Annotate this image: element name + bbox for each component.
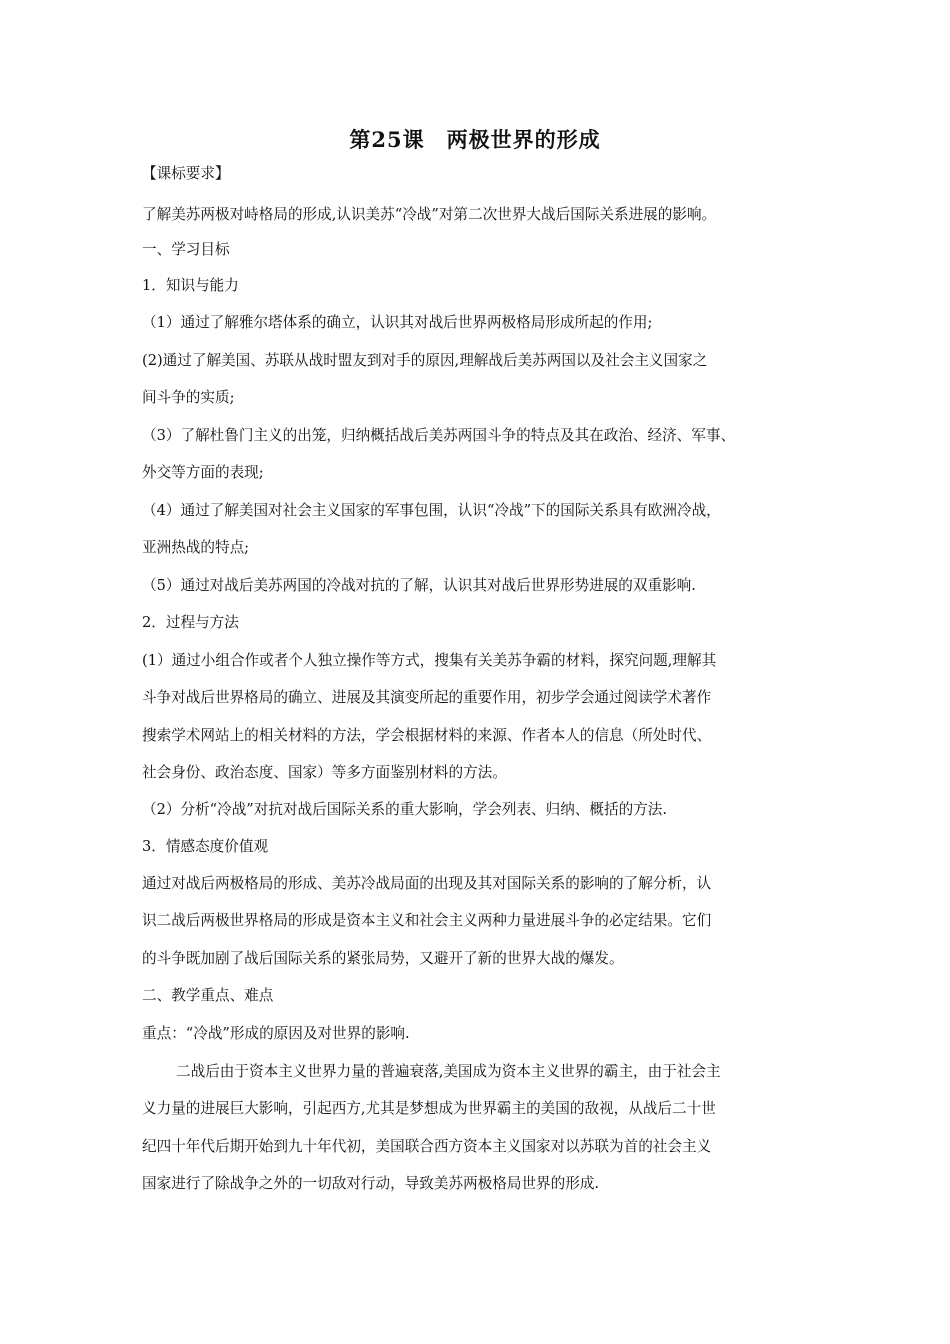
keypoint-paragraph-cont: 国家进行了除战争之外的一切敌对行动，导致美苏两极格局世界的形成. xyxy=(142,1175,600,1192)
subheading-process: 2．过程与方法 xyxy=(142,614,239,631)
keypoint-heading: 重点：“冷战”形成的原因及对世界的影响. xyxy=(142,1025,410,1042)
values-text: 的斗争既加剧了战后国际关系的紧张局势，又避开了新的世界大战的爆发。 xyxy=(142,950,624,967)
process-item: (1）通过小组合作或者个人独立操作等方式，搜集有关美苏争霸的材料，探究问题,理解其 xyxy=(142,652,717,669)
objective-item-cont: 外交等方面的表现; xyxy=(142,464,264,481)
subheading-knowledge: 1．知识与能力 xyxy=(142,277,239,294)
curriculum-text: 了解美苏两极对峙格局的形成,认识美苏“冷战”对第二次世界大战后国际关系进展的影响。 xyxy=(142,206,717,223)
objective-item: （5）通过对战后美苏两国的冷战对抗的了解，认识其对战后世界形势进展的双重影响. xyxy=(142,577,696,594)
keypoint-paragraph-cont: 纪四十年代后期开始到九十年代初，美国联合西方资本主义国家对以苏联为首的社会主义 xyxy=(142,1138,712,1155)
section-heading-keypoints: 二、教学重点、难点 xyxy=(142,987,274,1004)
lesson-title: 第25课 两极世界的形成 xyxy=(349,127,601,152)
objective-item: （1）通过了解雅尔塔体系的确立，认识其对战后世界两极格局形成所起的作用; xyxy=(142,314,653,331)
objective-item-cont: 亚洲热战的特点; xyxy=(142,539,250,556)
section-heading-objectives: 一、学习目标 xyxy=(142,241,230,258)
process-item-cont: 社会身份、政治态度、国家）等多方面鉴别材料的方法。 xyxy=(142,764,507,781)
objective-item: (2)通过了解美国、苏联从战时盟友到对手的原因,理解战后美苏两国以及社会主义国家之 xyxy=(142,352,708,369)
objective-item: （4）通过了解美国对社会主义国家的军事包围，认识“冷战”下的国际关系具有欧洲冷战， xyxy=(142,502,721,519)
objective-item: （3）了解杜鲁门主义的出笼，归纳概括战后美苏两国斗争的特点及其在政治、经济、军事、 xyxy=(142,427,736,444)
objective-item-cont: 间斗争的实质; xyxy=(142,389,235,406)
process-item-cont: 斗争对战后世界格局的确立、进展及其演变所起的重要作用，初步学会通过阅读学术著作 xyxy=(142,689,712,706)
process-item-cont: 搜索学术网站上的相关材料的方法，学会根据材料的来源、作者本人的信息（所处时代、 xyxy=(142,727,712,744)
keypoint-paragraph-cont: 义力量的进展巨大影响，引起西方,尤其是梦想成为世界霸主的美国的敌视，从战后二十世 xyxy=(142,1100,716,1117)
subheading-values: 3．情感态度价值观 xyxy=(142,838,269,855)
process-item: （2）分析“冷战”对抗对战后国际关系的重大影响，学会列表、归纳、概括的方法. xyxy=(142,801,668,818)
keypoint-paragraph: 二战后由于资本主义世界力量的普遍衰落,美国成为资本主义世界的霸主，由于社会主 xyxy=(176,1063,721,1080)
values-text: 通过对战后两极格局的形成、美苏冷战局面的出现及其对国际关系的影响的了解分析，认 xyxy=(142,875,712,892)
values-text: 识二战后两极世界格局的形成是资本主义和社会主义两种力量进展斗争的必定结果。它们 xyxy=(142,912,712,929)
section-heading-curriculum: 【课标要求】 xyxy=(142,165,230,182)
